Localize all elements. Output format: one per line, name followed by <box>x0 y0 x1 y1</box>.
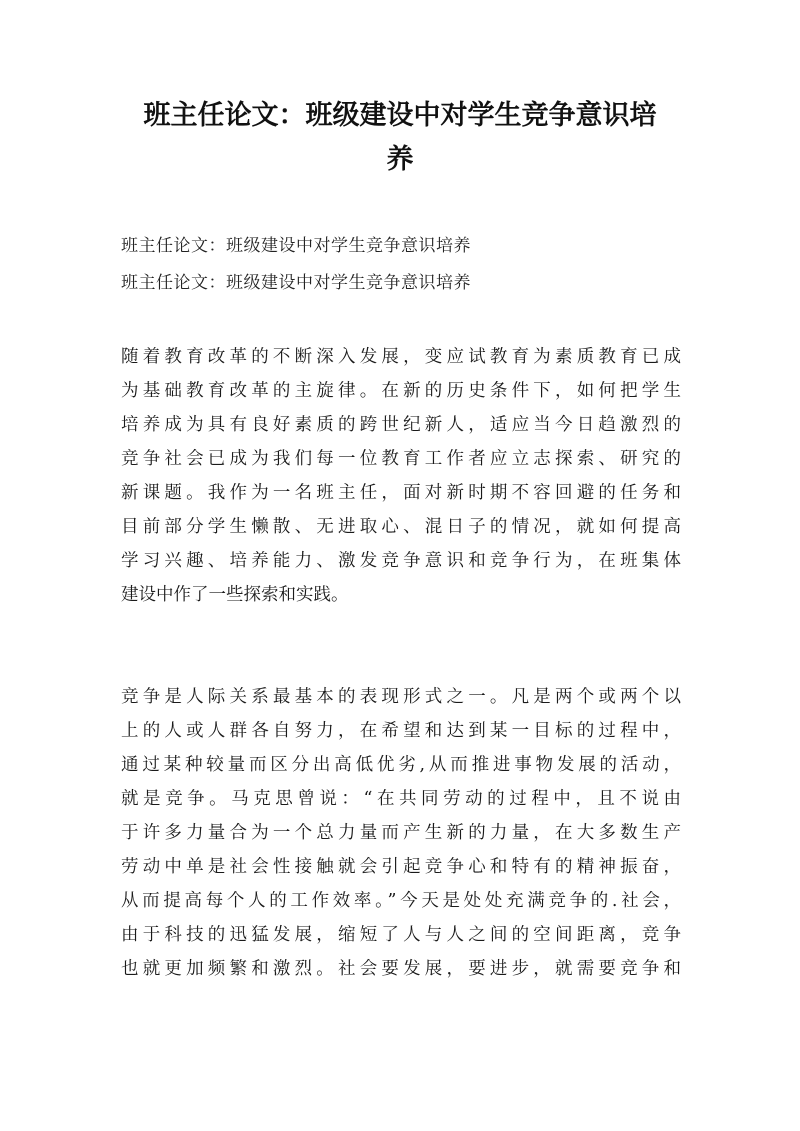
paragraph-line: 于许多力量合为一个总力量而产生新的力量，在大多数生产 <box>121 823 681 843</box>
subtitle-line: 班主任论文：班级建设中对学生竞争意识培养 <box>121 236 471 256</box>
document-title <box>118 94 682 182</box>
body-paragraph <box>121 680 681 986</box>
paragraph-line: 目前部分学生懒散、无进取心、混日子的情况，就如何提高 <box>121 517 681 537</box>
paragraph-line: 就是竞争。马克思曾说：“在共同劳动的过程中，且不说由 <box>121 789 681 809</box>
paragraph-line: 也就更加频繁和激烈。社会要发展，要进步，就需要竞争和 <box>121 959 681 979</box>
paragraph-line: 为基础教育改革的主旋律。在新的历史条件下，如何把学生 <box>121 381 681 401</box>
paragraph-line: 建设中作了一些探索和实践。 <box>121 585 349 605</box>
paragraph-line: 劳动中单是社会性接触就会引起竞争心和特有的精神振奋， <box>121 857 681 877</box>
paragraph-line: 随着教育改革的不断深入发展，变应试教育为素质教育已成 <box>121 347 681 367</box>
body-paragraph <box>121 340 681 612</box>
paragraph-line: 学习兴趣、培养能力、激发竞争意识和竞争行为，在班集体 <box>121 551 681 571</box>
paragraph-line: 培养成为具有良好素质的跨世纪新人，适应当今日趋激烈的 <box>121 415 681 435</box>
title-line: 养 <box>386 144 414 175</box>
paragraph-line: 通过某种较量而区分出高低优劣,从而推进事物发展的活动， <box>121 755 681 775</box>
paragraph-line: 新课题。我作为一名班主任，面对新时期不容回避的任务和 <box>121 483 681 503</box>
paragraph-line: 从而提高每个人的工作效率。”今天是处处充满竞争的.社会， <box>121 891 681 911</box>
paragraph-line: 上的人或人群各自努力，在希望和达到某一目标的过程中， <box>121 721 681 741</box>
paragraph-line: 竞争社会已成为我们每一位教育工作者应立志探索、研究的 <box>121 449 681 469</box>
paragraph-line: 竞争是人际关系最基本的表现形式之一。凡是两个或两个以 <box>121 687 681 707</box>
subtitle-line: 班主任论文：班级建设中对学生竞争意识培养 <box>121 273 471 293</box>
title-line: 班主任论文：班级建设中对学生竞争意识培 <box>143 100 657 131</box>
paragraph-line: 由于科技的迅猛发展，缩短了人与人之间的空间距离，竞争 <box>121 925 681 945</box>
